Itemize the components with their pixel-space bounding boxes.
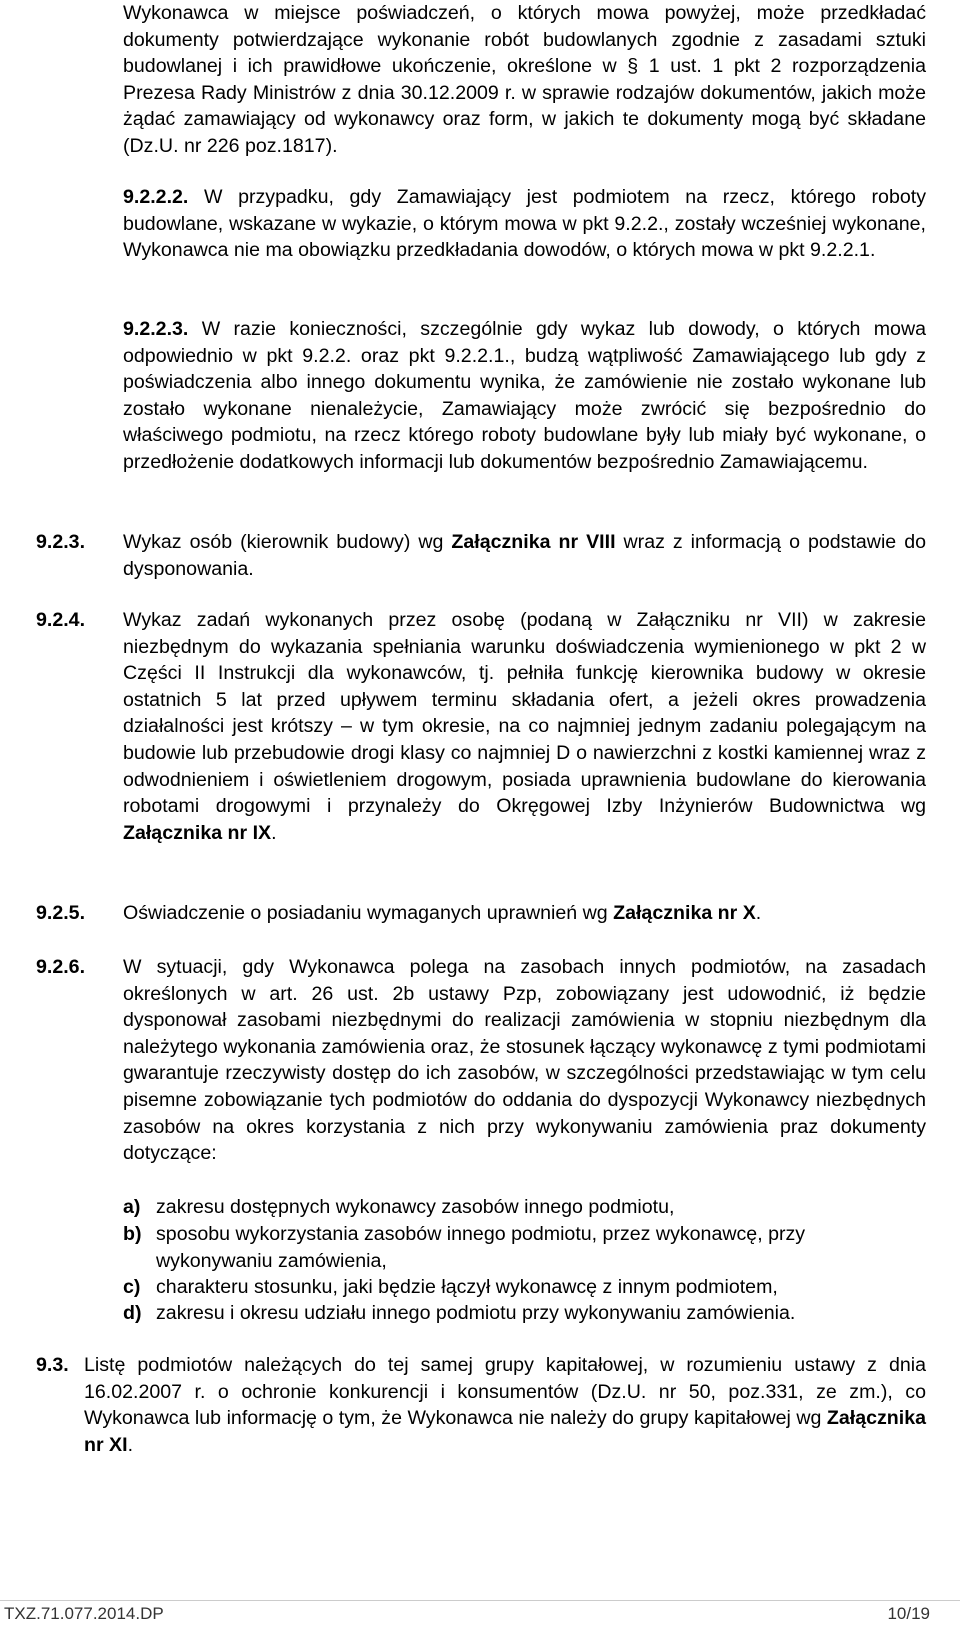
paragraph-text: W sytuacji, gdy Wykonawca polega na zasobach innych podmiotów, na zasadach określonych w art. 26 ust. 2b ustawy Pzp, zobowiązany jest udowodnić, iż będzie dysponował zasobami niezbędnymi do realizacji zamówienia w stopniu niezbędnym dla należytego wykonania zamówienia oraz, że stosunek łączący wykonawcę z tymi podmiotami gwarantuje rzeczywisty dostęp do ich zasobów, w szczególności przedstawiając w tym celu pisemne zobowiązanie tych podmiotów do oddania do dyspozycji Wykonawcy niezbędnych zasobów na okres korzystania z nich przy wykonywaniu zamówienia praz dokumenty dotyczące: xyxy=(123,956,926,1165)
paragraph-9-2-4 xyxy=(123,607,926,846)
intro-text: Wykonawca w miejsce poświadczeń, o których mowa powyżej, może przedkładać dokumenty potwierdzające wykonanie robót budowlanych zgodnie z zasadami sztuki budowlanej i ich prawidłowe ukończenie, określone w § 1 ust. 1 pkt 2 rozporządzenia Prezesa Rady Ministrów z dnia 30.12.2009 r. w sprawie rodzajów dokumentów, jakich może żądać zamawiający od wykonawcy oraz form, w jakich te dokumenty mogą być składane (Dz.U. nr 226 poz.1817). xyxy=(123,2,926,157)
list-text: zakresu dostępnych wykonawcy zasobów innego podmiotu, xyxy=(156,1196,675,1218)
paragraph-9-2-2-2 xyxy=(123,184,926,264)
section-number: 9.3. xyxy=(36,1354,69,1376)
paragraph-text: wraz z informacją o podstawie do dysponowania. xyxy=(123,531,926,580)
paragraph-text: W przypadku, gdy Zamawiający jest podmiotem na rzecz, którego roboty budowlane, wskazane w wykazie, o którym mowa w pkt 9.2.2., zostały wcześniej wykonane, Wykonawca nie ma obowiązku przedkładania dowodów, o których mowa w pkt 9.2.2.1. xyxy=(123,186,926,262)
section-number: 9.2.2.2. xyxy=(123,186,189,208)
paragraph-text: Oświadczenie o posiadaniu wymaganych uprawnień wg xyxy=(123,902,614,924)
section-number: 9.2.5. xyxy=(36,902,86,924)
page-number: 10/19 xyxy=(887,1604,930,1623)
paragraph-text: Wykaz zadań wykonanych przez osobę (podaną w Załączniku nr VII) w zakresie niezbędnym do wykazania spełniania warunku doświadczenia wymienionego w pkt 2 w Części II Instrukcji dla wykonawców, tj. pełniła funkcję kierownika budowy w okresie ostatnich 5 lat przed upływem terminu składania ofert, a jeżeli okres prowadzenia działalności jest krótszy – w tym okresie, na co najmniej jednym zadaniu polegającym na budowie lub przebudowie drogi klasy co najmniej D o nawierzchni z kostki kamiennej wraz z odwodnieniem i oświetleniem drogowym, posiada uprawnienia budowlane do kierowania robotami drogowymi i przynależy do Okręgowej Izby Inżynierów Budownictwa wg xyxy=(123,609,926,818)
section-number: 9.2.6. xyxy=(36,956,86,978)
paragraph-text: W razie konieczności, szczególnie gdy wykaz lub dowody, o których mowa odpowiednio w pkt 9.2.2. oraz pkt 9.2.2.1., budzą wątpliwość Zamawiającego lub gdy z poświadczenia albo innego dokumentu wynika, że zamówienie nie zostało wykonane lub zostało wykonane nienależycie, Zamawiający może zwrócić się bezpośrednio do właściwego podmiotu, na rzecz którego roboty budowlane były lub miały być wykonane, o przedłożenie dodatkowych informacji lub dokumentów bezpośrednio Zamawiającemu. xyxy=(123,318,926,473)
list-text: sposobu wykorzystania zasobów innego podmiotu, przez wykonawcę, przy wykonywaniu zamówienia, xyxy=(156,1223,806,1272)
attachment-reference: Załącznika nr XI xyxy=(84,1407,926,1456)
paragraph-9-2-6 xyxy=(123,954,926,1167)
attachment-reference: Załącznika nr IX xyxy=(123,821,272,844)
document-reference: TXZ.71.077.2014.DP xyxy=(4,1604,164,1623)
paragraph-text: . xyxy=(755,902,762,924)
section-number: 9.2.4. xyxy=(36,609,86,631)
list-label: a) xyxy=(123,1196,141,1218)
attachment-reference: Załącznika nr VIII xyxy=(451,531,616,553)
paragraph-9-2-2-3 xyxy=(123,316,926,476)
paragraph-text: . xyxy=(271,821,277,844)
list-text: zakresu i okresu udziału innego podmiotu przy wykonywaniu zamówienia. xyxy=(156,1302,796,1324)
paragraph-9-2-3 xyxy=(123,529,926,582)
paragraph-text: . xyxy=(127,1433,134,1456)
intro-paragraph xyxy=(123,0,926,160)
list-label: c) xyxy=(123,1276,141,1298)
paragraph-text: Listę podmiotów należących do tej samej grupy kapitałowej, w rozumieniu ustawy z dnia 16.02.2007 r. o ochronie konkurencji i konsumentów (Dz.U. nr 50, poz.331, ze zm.), co Wykonawca lub informację o tym, że Wykonawca nie należy do grupy kapitałowej wg xyxy=(84,1354,926,1430)
footer-divider xyxy=(0,1600,960,1601)
section-number: 9.2.3. xyxy=(36,531,86,553)
paragraph-9-3 xyxy=(84,1352,926,1458)
paragraph-9-2-5 xyxy=(123,900,926,927)
paragraph-text: Wykaz osób (kierownik budowy) wg xyxy=(123,531,452,553)
list-label: b) xyxy=(123,1223,142,1245)
attachment-reference: Załącznika nr X xyxy=(613,902,756,924)
section-number: 9.2.2.3. xyxy=(123,318,189,340)
list-label: d) xyxy=(123,1302,142,1324)
list-text: charakteru stosunku, jaki będzie łączył wykonawcę z innym podmiotem, xyxy=(156,1276,778,1298)
